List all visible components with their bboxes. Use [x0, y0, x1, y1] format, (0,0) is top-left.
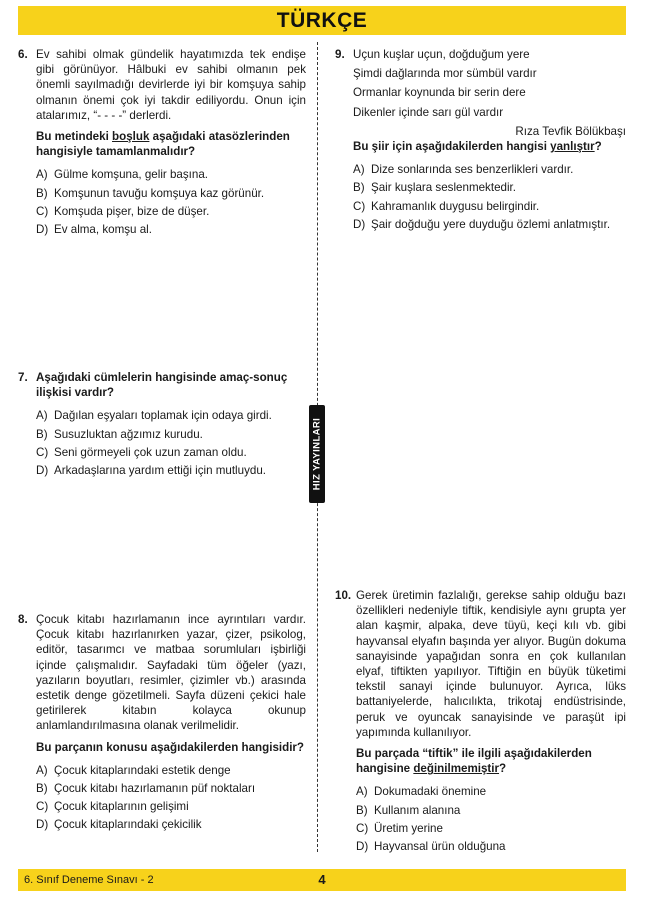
option-a[interactable]: A) Dokumadaki önemine: [356, 785, 487, 799]
question-8: [18, 612, 306, 836]
poem-author: Rıza Tevfik Bölükbaşı: [515, 124, 626, 138]
options-list: [36, 763, 306, 833]
poem-line: Ormanlar koynunda bir serin dere: [353, 86, 526, 100]
option-c[interactable]: C) Seni görmeyeli çok uzun zaman oldu.: [36, 445, 247, 459]
option-b[interactable]: B) Komşunun tavuğu komşuya kaz görünür.: [36, 186, 265, 200]
question-9: [335, 47, 626, 235]
option-a[interactable]: A) Dize sonlarında ses benzerlikleri vardır.: [353, 163, 574, 177]
question-paragraph: Ev sahibi olmak gündelik hayatımızda tek endişe gibi görünüyor. Hâlbuki ev sahibi olmanın pek önemli sayılmadığı devirlerde iyi bir komşuya sahip olmanın önemi çok iyi takdir ediliyordu. Onun için atalarımız, “- - - -” derlerdi.: [36, 48, 306, 122]
page-number: 4: [318, 872, 326, 887]
poem-line: Uçun kuşlar uçun, doğduğum yere: [353, 48, 530, 61]
page-footer: [18, 869, 626, 891]
exam-name: 6. Sınıf Deneme Sınavı - 2: [24, 874, 154, 886]
option-b[interactable]: B) Çocuk kitabı hazırlamanın püf noktaları: [36, 782, 256, 796]
option-c[interactable]: C) Çocuk kitaplarının gelişimi: [36, 800, 189, 814]
option-c[interactable]: C) Komşuda pişer, bize de düşer.: [36, 204, 210, 218]
option-a[interactable]: A) Gülme komşuna, gelir başına.: [36, 168, 209, 182]
question-7: [18, 370, 306, 481]
question-number: 7.: [18, 371, 28, 384]
option-b[interactable]: B) Şair kuşlara seslenmektedir.: [353, 181, 516, 195]
option-d[interactable]: D) Çocuk kitaplarındaki çekicilik: [36, 818, 202, 832]
option-c[interactable]: C) Kahramanlık duygusu belirgindir.: [353, 199, 540, 213]
options-list: [356, 784, 626, 854]
question-stem: Bu parçada “tiftik” ile ilgili aşağıdakilerden hangisine değinilmemiştir?: [356, 747, 592, 776]
options-list: [36, 167, 306, 237]
question-number: 6.: [18, 48, 28, 61]
option-c[interactable]: C) Üretim yerine: [356, 821, 443, 835]
question-stem: Bu parçanın konusu aşağıdakilerden hangisidir?: [36, 740, 305, 754]
option-b[interactable]: B) Kullanım alanına: [356, 803, 461, 817]
subject-header: [18, 6, 626, 35]
option-d[interactable]: D) Şair doğduğu yere duyduğu özlemi anlatmıştır.: [353, 217, 611, 231]
option-d[interactable]: D) Arkadaşlarına yardım ettiği için mutluydu.: [36, 464, 266, 478]
option-a[interactable]: A) Çocuk kitaplarındaki estetik denge: [36, 763, 231, 777]
question-6: [18, 47, 306, 240]
question-paragraph: Gerek üretimin fazlalığı, gerekse sahip olduğu bazı özellikleri nedeniyle tiftik, kendisiyle aynı grupta yer alan kaşmir, alpaka, deve tüyü, keçi kılı vb. gibi hayvansal elyafın başında yer alıyor. Bugün dokuma sanayisinde yapağıdan sonra en çok kullanılan elyaf, tiftikten yapılıyor. Tiftiğin en büyük tüketimi tekstil sanayi içinde bulunuyor. Ayrıca, lüks battaniyelerde, halıcılıkta, trikotaj endüstrisinde, peruk ve oyuncak sanayisinde ve paraşüt ipi yapımında kullanılıyor.: [356, 589, 626, 739]
option-d[interactable]: D) Ev alma, komşu al.: [36, 223, 152, 237]
poem-line: Şimdi dağlarında mor sümbül vardır: [353, 67, 537, 81]
publisher-logo: [309, 405, 325, 503]
question-number: 10.: [335, 589, 352, 602]
publisher-logo-text: HIZ YAYINLARI: [311, 417, 323, 491]
question-number: 8.: [18, 613, 28, 626]
question-number: 9.: [335, 48, 345, 61]
question-stem: Aşağıdaki cümlelerin hangisinde amaç-sonuç ilişkisi vardır?: [36, 371, 288, 400]
question-paragraph: Çocuk kitabı hazırlamanın ince ayrıntıları vardır. Çocuk kitabı hazırlanırken yazar, çizer, psikolog, editör, tasarımcı ve matbaa sorumluları işbirliği içinde çalışmalıdır. Sayfadaki tüm öğeler (yazı, yazıların boyutları, resimler, çizimler vb.) arasında estetik denge gözetilmeli. Sayfa düzeni çekici hale getirilerek kitabın kolayca okunup anlamlandırılmasına olanak verilmelidir.: [36, 613, 306, 733]
question-10: [335, 588, 626, 857]
poem-line: Dikenler içinde sarı gül vardır: [353, 105, 504, 119]
option-d[interactable]: D) Hayvansal ürün olduğuna: [356, 840, 506, 854]
options-list: [36, 408, 306, 478]
options-list: [353, 162, 626, 232]
option-a[interactable]: A) Dağılan eşyaları toplamak için odaya girdi.: [36, 409, 272, 423]
question-stem: Bu metindeki boşluk aşağıdaki atasözlerinden hangisiyle tamamlanmalıdır?: [36, 130, 290, 159]
option-b[interactable]: B) Susuzluktan ağzımız kurudu.: [36, 427, 203, 441]
subject-title: TÜRKÇE: [276, 9, 368, 32]
question-stem: Bu şiir için aşağıdakilerden hangisi yanlıştır?: [353, 140, 602, 154]
